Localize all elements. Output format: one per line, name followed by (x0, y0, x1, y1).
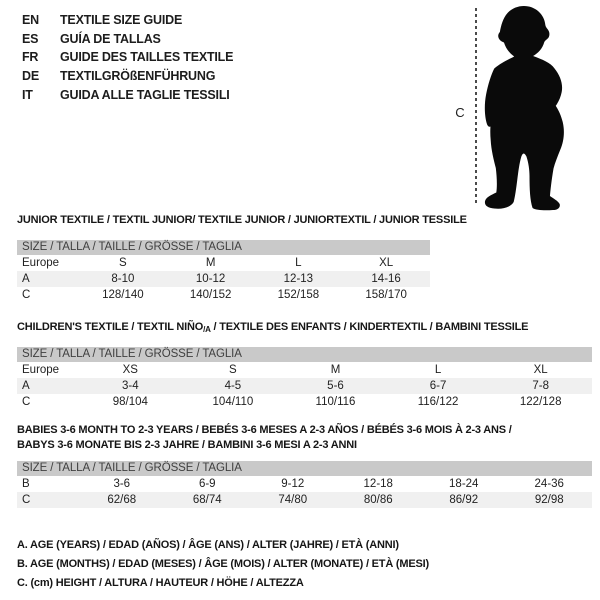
table-cell: 86/92 (421, 492, 507, 508)
table-cell: 140/152 (189, 289, 232, 301)
table-cell: 158/170 (365, 289, 407, 301)
row-label: A (17, 378, 79, 394)
legend-line-b: B. AGE (MONTHS) / EDAD (MESES) / ÂGE (MOIS) / ALTER (MONATE) / ETÀ (MESI) (17, 558, 429, 570)
table-cell: 5-6 (284, 378, 387, 394)
babies-title-line1: BABIES 3-6 MONTH TO 2-3 YEARS / BEBÉS 3-6 MESES A 2-3 AÑOS / BÉBÉS 3-6 MOIS À 2-3 ANS / (17, 424, 512, 436)
table-cell: 62/68 (79, 492, 165, 508)
table-cell: 92/98 (507, 492, 593, 508)
table-cell: 152/158 (277, 289, 320, 301)
language-title: TEXTILE SIZE GUIDE (60, 13, 183, 28)
legend-line-a: A. AGE (YEARS) / EDAD (AÑOS) / ÂGE (ANS) / ALTER (JAHRE) / ETÀ (ANNI) (17, 539, 399, 551)
table-row (17, 362, 592, 378)
table-cell: 110/116 (315, 396, 356, 408)
table-cell: 6-7 (387, 378, 490, 394)
row-label: A (17, 271, 79, 287)
row-label: Europe (22, 364, 60, 376)
table-row (17, 271, 430, 287)
table-row (17, 255, 430, 271)
children-size-table (17, 347, 592, 410)
language-title: GUÍA DE TALLAS (60, 31, 161, 46)
junior-size-table (17, 240, 430, 303)
table-cell: 24-36 (534, 478, 564, 490)
language-list (22, 11, 233, 104)
height-measure-dashed-line (475, 8, 477, 206)
height-measure-label: C (455, 105, 465, 120)
row-label: C (17, 492, 79, 508)
table-cell: XS (122, 364, 138, 376)
table-cell: 12-13 (255, 271, 343, 287)
table-cell: S (229, 364, 237, 376)
table-cell: 3-4 (79, 378, 182, 394)
language-code: DE (22, 69, 39, 84)
language-title: GUIDE DES TAILLES TEXTILE (60, 50, 234, 65)
table-cell: 122/128 (519, 396, 562, 408)
size-header-bar: SIZE / TALLA / TAILLE / GRÖSSE / TAGLIA (17, 240, 430, 255)
table-row (17, 476, 592, 492)
table-cell: 3-6 (113, 478, 131, 490)
language-title: TEXTILGRÖßENFÜHRUNG (60, 69, 216, 84)
table-cell: 128/140 (102, 289, 144, 301)
language-code: ES (22, 31, 39, 46)
size-header-bar: SIZE / TALLA / TAILLE / GRÖSSE / TAGLIA (17, 347, 592, 362)
language-code: EN (22, 13, 39, 28)
list-item (22, 30, 233, 49)
table-cell: 8-10 (79, 271, 167, 287)
table-cell: 74/80 (250, 492, 336, 508)
table-cell: 104/110 (212, 396, 254, 408)
table-cell: M (205, 257, 216, 269)
table-cell: M (330, 364, 341, 376)
children-title-text: / TEXTILE DES ENFANTS / KINDERTEXTIL / BAMBINI TESSILE (210, 321, 529, 333)
table-cell: 6-9 (198, 478, 216, 490)
children-title-text: CHILDREN'S TEXTILE / TEXTIL NIÑO (17, 321, 204, 333)
table-row (17, 287, 430, 303)
row-label: B (22, 478, 30, 490)
table-cell: 98/104 (112, 396, 148, 408)
language-code: IT (22, 87, 33, 102)
babies-title-line2: BABYS 3-6 MONATE BIS 2-3 JAHRE / BAMBINI 3-6 MESI A 2-3 ANNI (17, 439, 357, 451)
junior-section-title: JUNIOR TEXTILE / TEXTIL JUNIOR/ TEXTILE JUNIOR / JUNIORTEXTIL / JUNIOR TESSILE (17, 214, 467, 226)
table-row (17, 378, 592, 394)
table-cell: S (119, 257, 127, 269)
row-label: C (22, 289, 31, 301)
children-title-subscript: /A (203, 325, 211, 334)
table-cell: 18-24 (449, 478, 479, 490)
measure-legend (17, 536, 429, 593)
size-header-bar: SIZE / TALLA / TAILLE / GRÖSSE / TAGLIA (17, 461, 592, 476)
table-cell: XL (379, 257, 394, 269)
table-row (17, 492, 592, 508)
table-cell: 7-8 (489, 378, 592, 394)
table-cell: 10-12 (167, 271, 255, 287)
children-section-title (17, 321, 528, 334)
table-cell: L (434, 364, 442, 376)
babies-size-table (17, 461, 592, 508)
table-row (17, 394, 592, 410)
list-item (22, 11, 233, 30)
language-title: GUIDA ALLE TAGLIE TESSILI (60, 87, 230, 102)
legend-line-c: C. (cm) HEIGHT / ALTURA / HAUTEUR / HÖHE / ALTEZZA (17, 577, 304, 589)
list-item (22, 48, 233, 67)
toddler-silhouette-icon (482, 4, 576, 212)
babies-section-title (17, 423, 512, 453)
language-code: FR (22, 50, 39, 65)
table-cell: XL (533, 364, 548, 376)
table-cell: L (295, 257, 302, 269)
list-item (22, 67, 233, 86)
table-cell: 9-12 (281, 478, 305, 490)
table-cell: 116/122 (417, 396, 459, 408)
table-cell: 4-5 (182, 378, 285, 394)
table-cell: 12-18 (363, 478, 393, 490)
row-label: C (22, 396, 31, 408)
row-label: Europe (22, 257, 60, 269)
table-cell: 68/74 (165, 492, 251, 508)
table-cell: 80/86 (336, 492, 422, 508)
list-item (22, 85, 233, 104)
table-cell: 14-16 (342, 271, 430, 287)
